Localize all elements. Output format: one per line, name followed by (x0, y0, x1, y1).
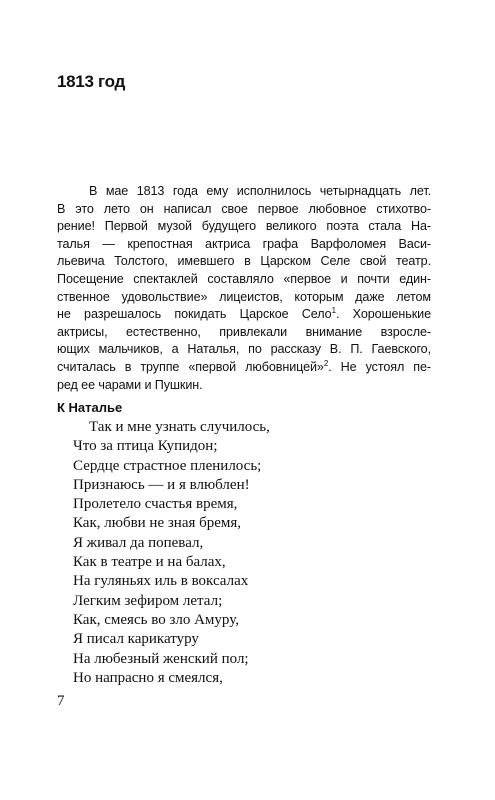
prose-paragraph (57, 183, 431, 394)
prose-line: В мае 1813 года ему исполнилось четырнадцать лет. (89, 184, 431, 198)
prose-line: актрисы, естественно, привлекали внимание взросле- (57, 324, 431, 339)
poem-line: Как, любви не зная бремя, (73, 515, 242, 532)
poem-line: На любезный женский пол; (73, 650, 249, 667)
prose-line: ственное удовольствие» лицеистов, которым даже летом (57, 289, 431, 304)
prose-line: ющих мальчиков, а Наталья, по рассказу В. П. Гаевского, (57, 342, 431, 357)
prose-line: рение! Первой музой будущего великого поэта стала На- (57, 219, 431, 234)
poem-line: Я живал да попевал, (73, 534, 204, 551)
prose-text: . Хорошенькие (335, 307, 431, 322)
prose-line (57, 359, 431, 377)
poem-line: Как, смеясь во зло Амуру, (73, 611, 239, 628)
poem-line: На гуляньях иль в воксалах (73, 573, 249, 590)
poem-line: Как в театре и на балах, (73, 554, 226, 571)
page-number: 7 (57, 693, 65, 709)
poem-line: Сердце страстное пленилось; (73, 457, 262, 474)
poem-line: Легким зефиром летал; (73, 592, 223, 609)
prose-text: считалась в труппе «первой любовницей» (57, 359, 324, 374)
prose-line: ред ее чарами и Пушкин. (57, 377, 203, 392)
prose-text: . Не устоял пе- (328, 359, 431, 374)
poem-line: Так и мне узнать случилось, (89, 419, 270, 435)
prose-line: Посещение спектаклей составляло «первое и почти един- (57, 271, 431, 286)
poem-line: Но напрасно я смеялся, (73, 669, 223, 686)
poem-line: Признаюсь — и я влюблен! (73, 476, 250, 493)
footnote-mark: 1 (331, 305, 336, 315)
prose-line: В это лето он написал свое первое любовное стихотво- (57, 201, 431, 216)
poem-verse (73, 418, 270, 688)
prose-text: не разрешалось покидать Царское Село (57, 307, 332, 322)
poem-line: Пролетело счастья время, (73, 496, 238, 513)
chapter-title: 1813 год (57, 72, 125, 91)
poem-line: Что за птица Купидон; (73, 438, 218, 455)
poem-title: К Наталье (57, 400, 123, 415)
poem-line: Я писал карикатуру (73, 631, 199, 648)
prose-line: талья — крепостная актриса графа Варфоломея Васи- (57, 236, 431, 251)
prose-line: льевича Толстого, имевшего в Царском Селе свой театр. (57, 254, 431, 269)
footnote-mark: 2 (323, 358, 329, 368)
prose-line (57, 306, 431, 324)
